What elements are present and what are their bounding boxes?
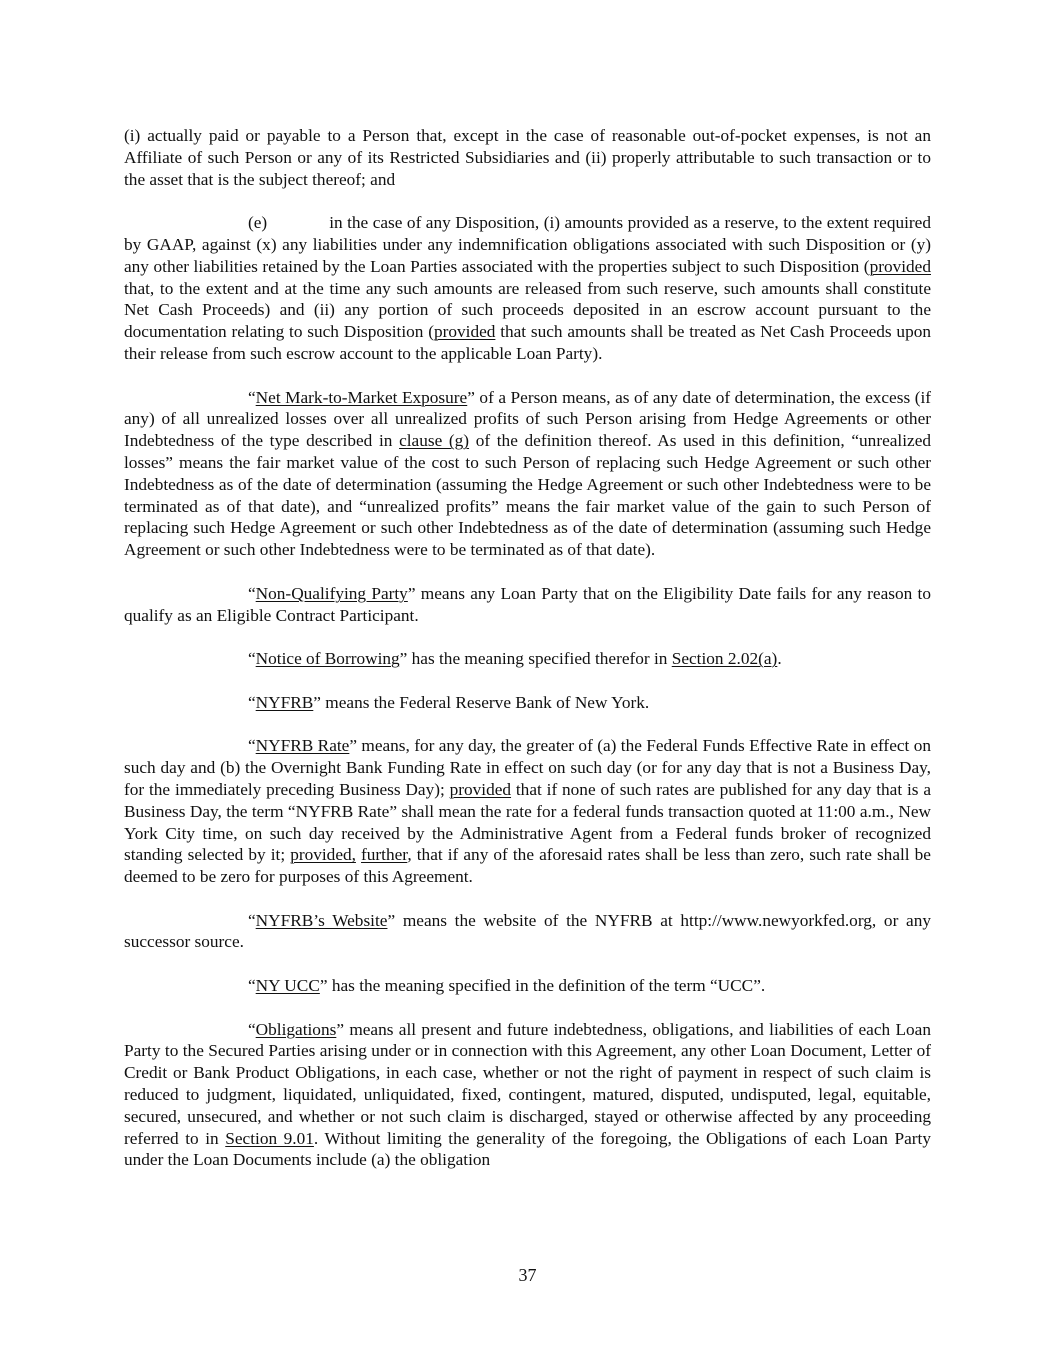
clause-label: (e) (248, 213, 268, 233)
definition-text: of the definition thereof. As used in this definition, “unrealized losses” means the fair market value of the cost to such Person of replacing such Hedge Agreement or such other Indebtedness as of the date of determination (assuming the Hedge Agreement or such other Indebtedness were to be terminated as of that date), and “unrealized profits” means the fair market value of the gain to such Person of replacing such Hedge Agreement or such other Indebtedness as of the date of determination (assuming such Hedge Agreement or such other Indebtedness were to be terminated as of that date). (124, 431, 932, 560)
definition-net-mark-to-market-exposure (124, 387, 931, 561)
definition-text: ” has the meaning specified therefor in (399, 649, 672, 669)
paragraph-clause-e (124, 212, 931, 365)
definition-text: , that if any of the aforesaid rates shall be less than zero, such rate shall be deemed to be zero for purposes of this Agreement. (124, 845, 931, 887)
definition-text: ” means any Loan Party that on the Eligibility Date fails for any reason to qualify as an Eligible Contract Participant. (124, 583, 932, 625)
open-quote: “ (248, 649, 256, 669)
open-quote: “ (248, 736, 256, 756)
definition-text: ” means the Federal Reserve Bank of New York. (313, 692, 650, 712)
underlined-provided: provided, (290, 845, 356, 865)
definition-obligations (124, 1019, 931, 1172)
definition-text: . Without limiting the generality of the foregoing, the Obligations of each Loan Party under the Loan Documents include (a) the obligation (124, 1128, 931, 1170)
definition-nyfrb (124, 692, 931, 714)
clause-reference: clause (g) (399, 431, 470, 451)
definition-text: ” means, for any day, the greater of (a) the Federal Funds Effective Rate in effect on such day and (b) the Overnight Bank Funding Rate in effect on such day (or for any day that is not a Business Day, for the immediately preceding Business Day); (124, 736, 931, 799)
document-body (124, 125, 931, 1193)
paragraph-text: (i) actually paid or payable to a Person that, except in the case of reasonable out-of-pocket expenses, is not an Affiliate of such Person or any of its Restricted Subsidiaries and (ii) properly attributable to such transaction or to the asset that is the subject thereof; and (124, 126, 931, 189)
defined-term: NYFRB (255, 692, 314, 712)
section-reference: Section 9.01 (225, 1128, 314, 1148)
definition-text: . (777, 649, 782, 669)
open-quote: “ (248, 976, 256, 996)
underlined-provided: provided (433, 322, 496, 342)
underlined-provided: provided (869, 256, 931, 276)
defined-term: NY UCC (255, 976, 320, 996)
open-quote: “ (248, 692, 256, 712)
underlined-provided: provided (449, 779, 512, 799)
definition-text: ” means the website of the NYFRB at http://www.newyorkfed.org, or any successor source. (124, 910, 931, 952)
definition-nyfrbs-website (124, 910, 931, 954)
open-quote: “ (248, 1019, 256, 1039)
definition-ny-ucc (124, 975, 931, 997)
definition-nyfrb-rate (124, 735, 931, 888)
defined-term: NYFRB’s Website (255, 910, 388, 930)
open-quote: “ (248, 583, 256, 603)
definition-text: ” means all present and future indebtedness, obligations, and liabilities of each Loan Party to the Secured Parties arising under or in connection with this Agreement, any other Loan Document, Letter of Credit or Bank Product Obligations, in each case, whether or not the right of payment in respect of such claim is reduced to judgment, liquidated, unliquidated, fixed, contingent, matured, disputed, undisputed, legal, equitable, secured, unsecured, and whether or not such claim is discharged, stayed or otherwise affected by any proceeding referred to in (124, 1019, 931, 1148)
defined-term: Obligations (255, 1019, 337, 1039)
paragraph-text: that, to the extent and at the time any such amounts are released from such reserve, such amounts shall constitute Net Cash Proceeds) and (ii) any portion of such proceeds deposited in an escrow account pursuant to the documentation relating to such Disposition ( (124, 278, 931, 342)
paragraph-continuation (124, 125, 931, 190)
defined-term: Notice of Borrowing (255, 649, 400, 669)
section-reference: Section 2.02(a) (671, 649, 778, 669)
paragraph-text: in the case of any Disposition, (i) amounts provided as a reserve, to the extent required by GAAP, against (x) any liabilities under any indemnification obligations associated with such Disposition or (y) any other liabilities retained by the Loan Parties associated with the properties subject to such Disposition ( (124, 213, 931, 276)
definition-text: ” has the meaning specified in the definition of the term “UCC”. (319, 976, 766, 996)
defined-term: Non-Qualifying Party (255, 583, 408, 603)
definition-text: that if none of such rates are published for any day that is a Business Day, the term “NYFRB Rate” shall mean the rate for a federal funds transaction quoted at 11:00 a.m., New York City time, on such day received by the Administrative Agent from a Federal funds broker of recognized standing selected by it; (124, 779, 931, 865)
defined-term: NYFRB Rate (255, 736, 350, 756)
open-quote: “ (248, 387, 256, 407)
page-number: 37 (518, 1265, 537, 1285)
defined-term: Net Mark-to-Market Exposure (255, 387, 468, 407)
paragraph-text: that such amounts shall be treated as Net Cash Proceeds upon their release from such escrow account to the applicable Loan Party). (124, 322, 931, 363)
definition-text: ” of a Person means, as of any date of determination, the excess (if any) of all unrealized losses over all unrealized profits of such Person arising from Hedge Agreements or other Indebtedness of the type described in (124, 387, 931, 451)
open-quote: “ (248, 910, 256, 930)
underlined-further: further (361, 845, 408, 865)
definition-notice-of-borrowing (124, 648, 931, 670)
definition-non-qualifying-party (124, 583, 931, 627)
